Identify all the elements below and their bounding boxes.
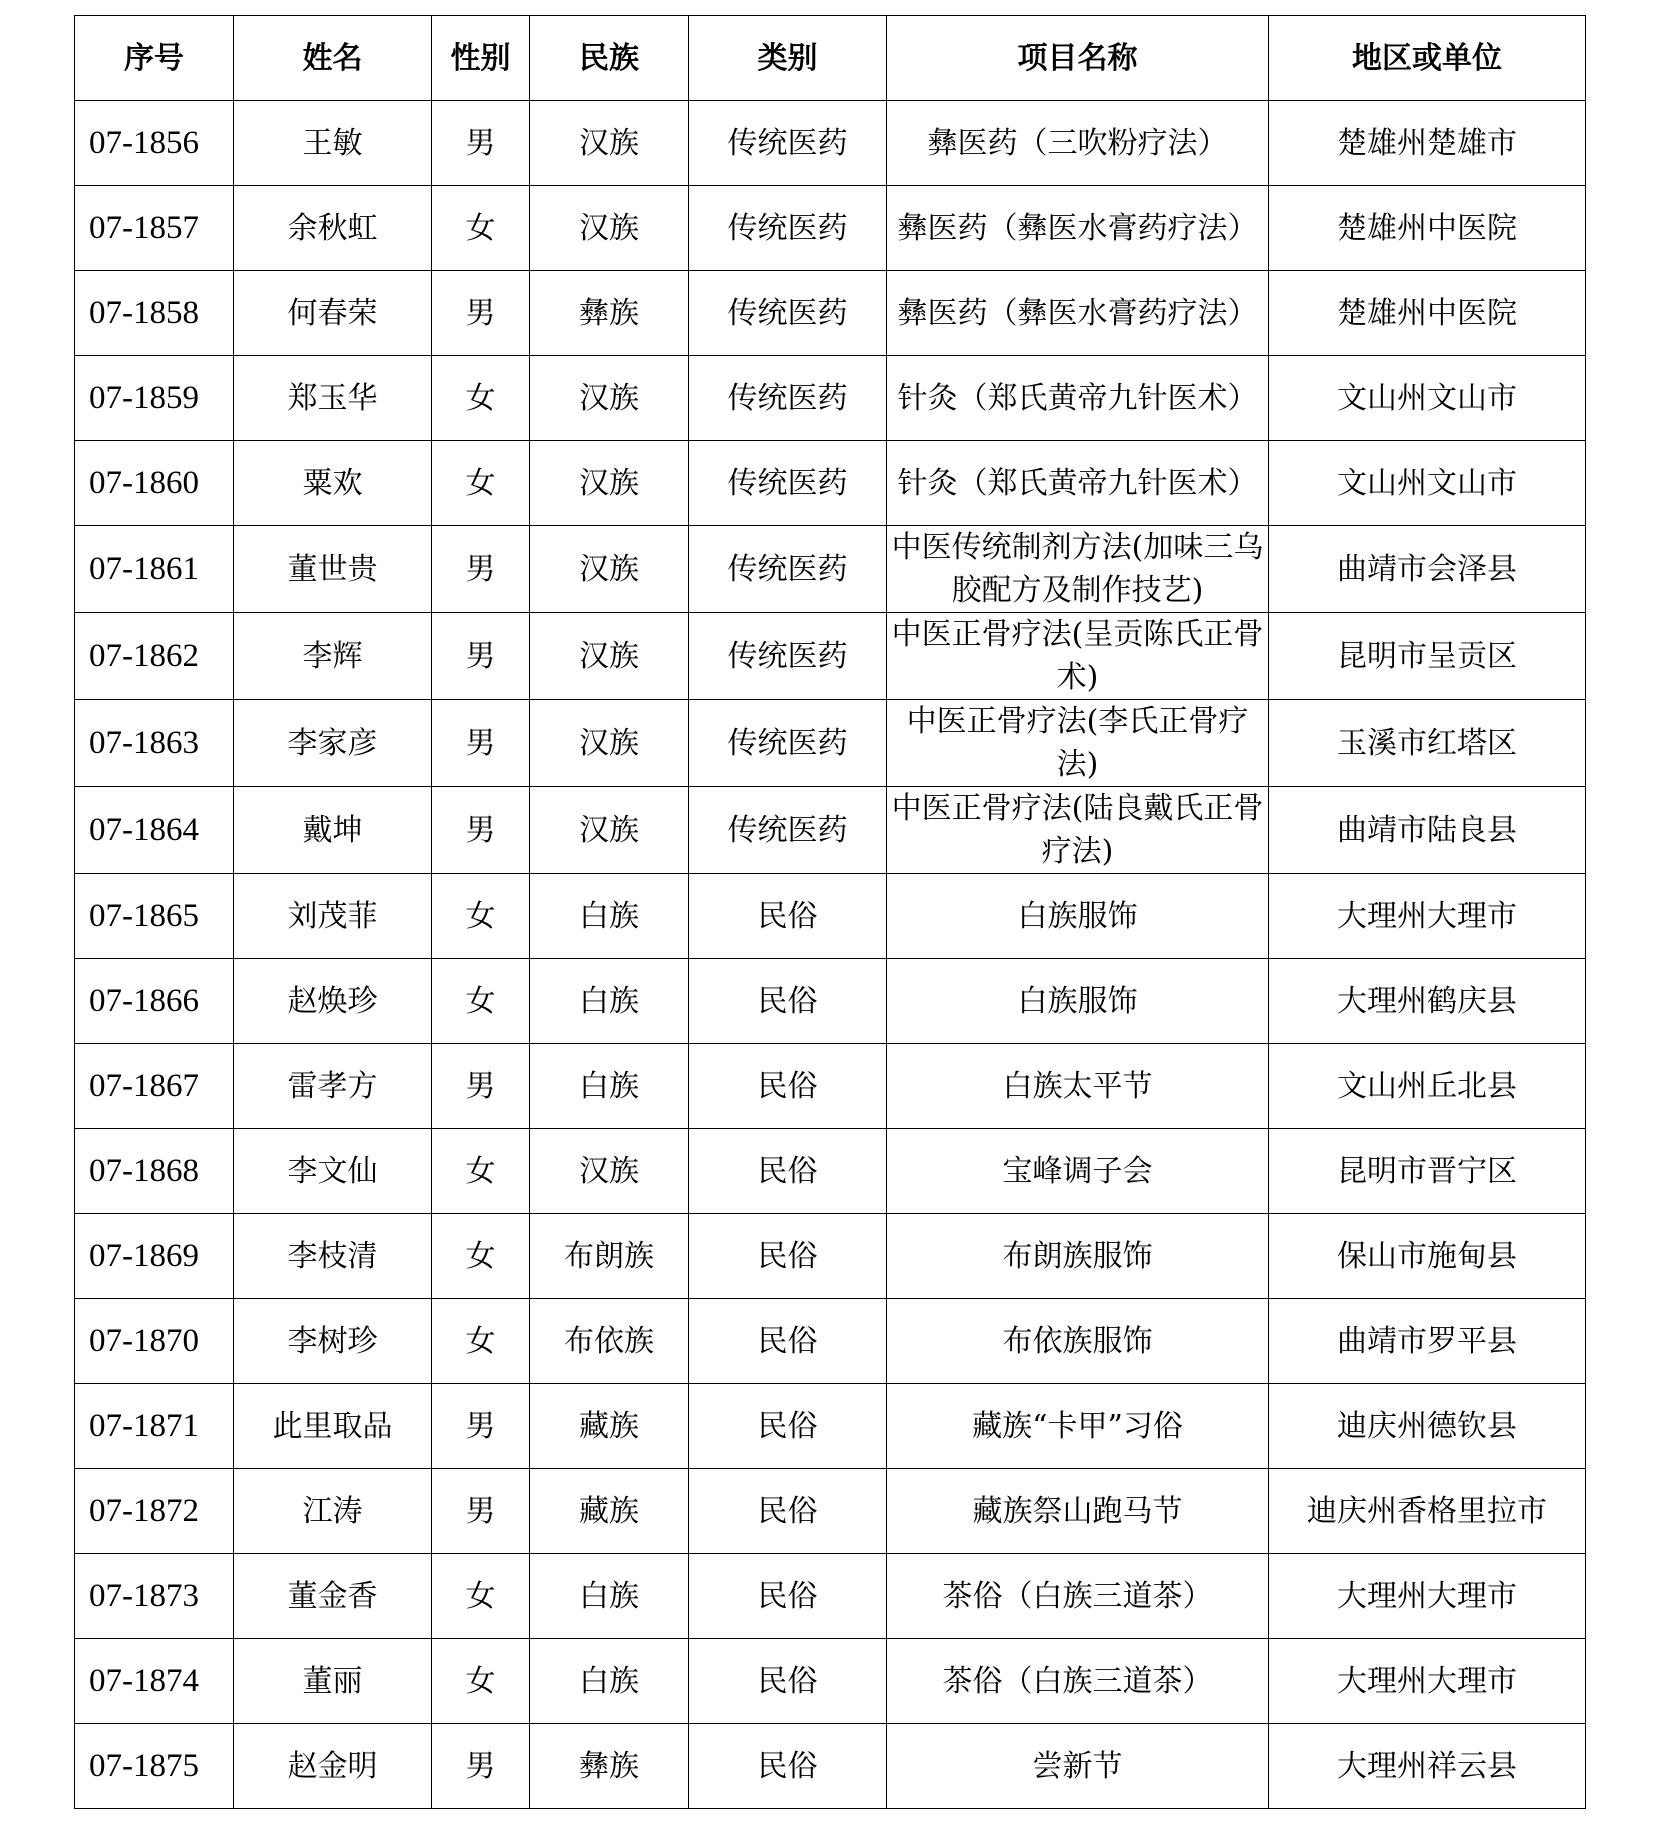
cell-region: 昆明市晋宁区 — [1269, 1129, 1586, 1214]
cell-name: 刘茂菲 — [234, 874, 432, 959]
cell-no: 07-1869 — [75, 1214, 234, 1299]
cell-name: 江涛 — [234, 1469, 432, 1554]
cell-ethnicity: 藏族 — [530, 1469, 689, 1554]
table-row — [75, 1554, 1586, 1639]
cell-gender: 女 — [432, 874, 530, 959]
cell-category: 传统医药 — [689, 101, 887, 186]
header-cell-category: 类别 — [689, 16, 887, 101]
cell-project: 针灸（郑氏黄帝九针医术） — [887, 356, 1269, 441]
cell-gender: 男 — [432, 787, 530, 874]
cell-region: 玉溪市红塔区 — [1269, 700, 1586, 787]
cell-category: 传统医药 — [689, 356, 887, 441]
cell-region: 昆明市呈贡区 — [1269, 613, 1586, 700]
cell-name: 粟欢 — [234, 441, 432, 526]
table-row — [75, 441, 1586, 526]
cell-project: 宝峰调子会 — [887, 1129, 1269, 1214]
table-header — [75, 16, 1586, 101]
cell-gender: 女 — [432, 1299, 530, 1384]
cell-no: 07-1870 — [75, 1299, 234, 1384]
cell-category: 民俗 — [689, 1384, 887, 1469]
table-body — [75, 101, 1586, 1809]
cell-category: 传统医药 — [689, 526, 887, 613]
header-row — [75, 16, 1586, 101]
header-cell-no: 序号 — [75, 16, 234, 101]
table-row — [75, 526, 1586, 613]
cell-region: 保山市施甸县 — [1269, 1214, 1586, 1299]
cell-region: 楚雄州楚雄市 — [1269, 101, 1586, 186]
cell-name: 郑玉华 — [234, 356, 432, 441]
cell-project: 尝新节 — [887, 1724, 1269, 1809]
cell-name: 戴坤 — [234, 787, 432, 874]
cell-gender: 男 — [432, 1724, 530, 1809]
cell-name: 余秋虹 — [234, 186, 432, 271]
cell-no: 07-1859 — [75, 356, 234, 441]
cell-region: 大理州鹤庆县 — [1269, 959, 1586, 1044]
cell-category: 民俗 — [689, 1639, 887, 1724]
cell-ethnicity: 汉族 — [530, 1129, 689, 1214]
cell-ethnicity: 汉族 — [530, 700, 689, 787]
cell-category: 传统医药 — [689, 700, 887, 787]
header-cell-gender: 性别 — [432, 16, 530, 101]
cell-category: 民俗 — [689, 1129, 887, 1214]
cell-project: 针灸（郑氏黄帝九针医术） — [887, 441, 1269, 526]
cell-ethnicity: 汉族 — [530, 441, 689, 526]
header-cell-project: 项目名称 — [887, 16, 1269, 101]
cell-no: 07-1868 — [75, 1129, 234, 1214]
cell-gender: 女 — [432, 186, 530, 271]
cell-category: 民俗 — [689, 1554, 887, 1639]
cell-gender: 男 — [432, 271, 530, 356]
cell-gender: 女 — [432, 1639, 530, 1724]
cell-name: 李枝清 — [234, 1214, 432, 1299]
table-row — [75, 613, 1586, 700]
cell-project: 布依族服饰 — [887, 1299, 1269, 1384]
cell-ethnicity: 白族 — [530, 1639, 689, 1724]
cell-no: 07-1861 — [75, 526, 234, 613]
cell-name: 李辉 — [234, 613, 432, 700]
cell-name: 董世贵 — [234, 526, 432, 613]
cell-name: 董丽 — [234, 1639, 432, 1724]
cell-gender: 女 — [432, 356, 530, 441]
cell-project: 彝医药（彝医水膏药疗法） — [887, 271, 1269, 356]
cell-gender: 女 — [432, 1214, 530, 1299]
cell-project: 布朗族服饰 — [887, 1214, 1269, 1299]
cell-gender: 男 — [432, 101, 530, 186]
inheritor-table — [74, 15, 1586, 1809]
cell-region: 迪庆州香格里拉市 — [1269, 1469, 1586, 1554]
cell-ethnicity: 布依族 — [530, 1299, 689, 1384]
cell-name: 雷孝方 — [234, 1044, 432, 1129]
cell-project: 白族太平节 — [887, 1044, 1269, 1129]
cell-category: 民俗 — [689, 959, 887, 1044]
cell-project: 茶俗（白族三道茶） — [887, 1554, 1269, 1639]
cell-region: 文山州丘北县 — [1269, 1044, 1586, 1129]
cell-no: 07-1860 — [75, 441, 234, 526]
table-row — [75, 1724, 1586, 1809]
cell-ethnicity: 彝族 — [530, 1724, 689, 1809]
table-row — [75, 1299, 1586, 1384]
table-row — [75, 787, 1586, 874]
cell-ethnicity: 汉族 — [530, 101, 689, 186]
cell-gender: 男 — [432, 700, 530, 787]
cell-no: 07-1863 — [75, 700, 234, 787]
cell-name: 王敏 — [234, 101, 432, 186]
cell-region: 迪庆州德钦县 — [1269, 1384, 1586, 1469]
cell-ethnicity: 藏族 — [530, 1384, 689, 1469]
cell-project: 藏族“卡甲”习俗 — [887, 1384, 1269, 1469]
cell-name: 李树珍 — [234, 1299, 432, 1384]
cell-region: 楚雄州中医院 — [1269, 271, 1586, 356]
table-row — [75, 1469, 1586, 1554]
cell-region: 文山州文山市 — [1269, 356, 1586, 441]
cell-no: 07-1865 — [75, 874, 234, 959]
cell-category: 传统医药 — [689, 271, 887, 356]
table-row — [75, 1214, 1586, 1299]
table-row — [75, 1384, 1586, 1469]
table-row — [75, 1639, 1586, 1724]
cell-ethnicity: 汉族 — [530, 613, 689, 700]
cell-no: 07-1862 — [75, 613, 234, 700]
cell-no: 07-1873 — [75, 1554, 234, 1639]
cell-gender: 男 — [432, 613, 530, 700]
table-row — [75, 959, 1586, 1044]
cell-category: 传统医药 — [689, 613, 887, 700]
cell-ethnicity: 汉族 — [530, 356, 689, 441]
cell-ethnicity: 白族 — [530, 1044, 689, 1129]
cell-gender: 男 — [432, 526, 530, 613]
cell-ethnicity: 汉族 — [530, 787, 689, 874]
cell-category: 民俗 — [689, 1044, 887, 1129]
table-row — [75, 874, 1586, 959]
cell-gender: 男 — [432, 1044, 530, 1129]
cell-project: 彝医药（彝医水膏药疗法） — [887, 186, 1269, 271]
table-row — [75, 271, 1586, 356]
cell-no: 07-1856 — [75, 101, 234, 186]
cell-project: 白族服饰 — [887, 959, 1269, 1044]
header-cell-ethnicity: 民族 — [530, 16, 689, 101]
cell-project: 彝医药（三吹粉疗法） — [887, 101, 1269, 186]
cell-name: 赵金明 — [234, 1724, 432, 1809]
cell-ethnicity: 白族 — [530, 1554, 689, 1639]
cell-gender: 男 — [432, 1384, 530, 1469]
cell-gender: 女 — [432, 441, 530, 526]
cell-name: 李文仙 — [234, 1129, 432, 1214]
cell-region: 文山州文山市 — [1269, 441, 1586, 526]
cell-name: 董金香 — [234, 1554, 432, 1639]
cell-name: 赵焕珍 — [234, 959, 432, 1044]
cell-region: 曲靖市陆良县 — [1269, 787, 1586, 874]
cell-category: 民俗 — [689, 874, 887, 959]
table-row — [75, 186, 1586, 271]
cell-ethnicity: 布朗族 — [530, 1214, 689, 1299]
cell-no: 07-1874 — [75, 1639, 234, 1724]
cell-ethnicity: 汉族 — [530, 526, 689, 613]
cell-no: 07-1864 — [75, 787, 234, 874]
table-row — [75, 101, 1586, 186]
cell-name: 李家彦 — [234, 700, 432, 787]
cell-project: 中医正骨疗法(李氏正骨疗法) — [887, 700, 1269, 787]
cell-ethnicity: 彝族 — [530, 271, 689, 356]
cell-category: 传统医药 — [689, 787, 887, 874]
cell-region: 大理州大理市 — [1269, 1554, 1586, 1639]
cell-region: 曲靖市罗平县 — [1269, 1299, 1586, 1384]
cell-project: 茶俗（白族三道茶） — [887, 1639, 1269, 1724]
header-cell-name: 姓名 — [234, 16, 432, 101]
header-cell-region: 地区或单位 — [1269, 16, 1586, 101]
cell-project: 藏族祭山跑马节 — [887, 1469, 1269, 1554]
table-row — [75, 356, 1586, 441]
cell-no: 07-1866 — [75, 959, 234, 1044]
cell-no: 07-1871 — [75, 1384, 234, 1469]
cell-ethnicity: 白族 — [530, 959, 689, 1044]
cell-project: 中医传统制剂方法(加味三乌胶配方及制作技艺) — [887, 526, 1269, 613]
cell-category: 传统医药 — [689, 186, 887, 271]
cell-region: 大理州大理市 — [1269, 874, 1586, 959]
cell-category: 民俗 — [689, 1724, 887, 1809]
cell-region: 楚雄州中医院 — [1269, 186, 1586, 271]
cell-gender: 男 — [432, 1469, 530, 1554]
table-row — [75, 1129, 1586, 1214]
table-row — [75, 1044, 1586, 1129]
cell-gender: 女 — [432, 959, 530, 1044]
cell-name: 此里取品 — [234, 1384, 432, 1469]
cell-no: 07-1875 — [75, 1724, 234, 1809]
cell-region: 曲靖市会泽县 — [1269, 526, 1586, 613]
cell-category: 民俗 — [689, 1214, 887, 1299]
cell-no: 07-1867 — [75, 1044, 234, 1129]
cell-region: 大理州祥云县 — [1269, 1724, 1586, 1809]
cell-ethnicity: 白族 — [530, 874, 689, 959]
cell-no: 07-1857 — [75, 186, 234, 271]
cell-name: 何春荣 — [234, 271, 432, 356]
cell-region: 大理州大理市 — [1269, 1639, 1586, 1724]
cell-gender: 女 — [432, 1554, 530, 1639]
cell-project: 白族服饰 — [887, 874, 1269, 959]
cell-ethnicity: 汉族 — [530, 186, 689, 271]
cell-no: 07-1872 — [75, 1469, 234, 1554]
table-row — [75, 700, 1586, 787]
cell-no: 07-1858 — [75, 271, 234, 356]
cell-gender: 女 — [432, 1129, 530, 1214]
cell-category: 民俗 — [689, 1299, 887, 1384]
cell-category: 民俗 — [689, 1469, 887, 1554]
cell-project: 中医正骨疗法(陆良戴氏正骨疗法) — [887, 787, 1269, 874]
cell-project: 中医正骨疗法(呈贡陈氏正骨术) — [887, 613, 1269, 700]
cell-category: 传统医药 — [689, 441, 887, 526]
